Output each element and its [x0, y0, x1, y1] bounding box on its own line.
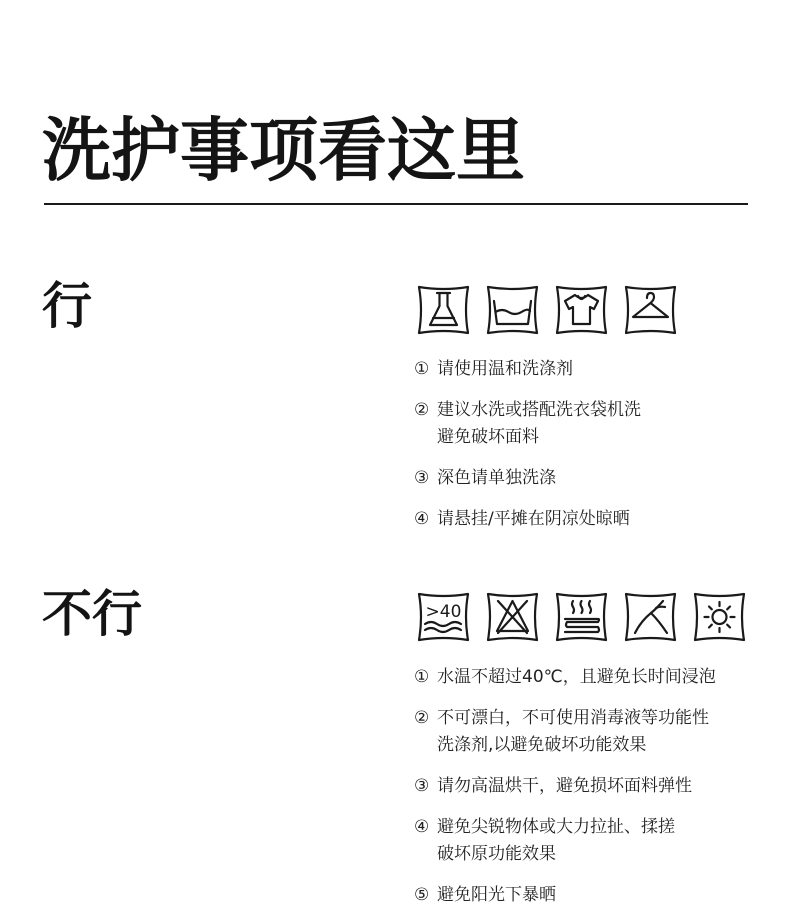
no-bleach-icon [485, 591, 540, 643]
hand-wash-tub-icon [485, 284, 540, 336]
list-item: ④ 避免尖锐物体或大力拉扯、揉搓 破坏原功能效果 [414, 817, 675, 864]
dont-icon-row [416, 591, 761, 643]
wash-40-icon [416, 591, 471, 643]
page-title: 洗护事项看这里 [42, 111, 525, 191]
title-divider [44, 203, 748, 205]
do-icon-row [416, 284, 692, 336]
dont-section-label: 不行 [42, 585, 142, 643]
list-item: ③ 请勿高温烘干，避免损坏面料弹性 [414, 776, 692, 796]
list-item: ② 不可漂白，不可使用消毒液等功能性 洗涤剂,以避免破坏功能效果 [414, 708, 709, 755]
list-item: ② 建议水洗或搭配洗衣袋机洗 避免破坏面料 [414, 400, 641, 447]
list-item: ④ 请悬挂/平摊在阴凉处晾晒 [414, 509, 630, 529]
hanger-icon [623, 284, 678, 336]
do-section-label: 行 [42, 277, 92, 335]
no-iron-icon [623, 591, 678, 643]
list-item: ① 请使用温和洗涤剂 [414, 359, 573, 379]
no-tumble-dry-icon [554, 591, 609, 643]
list-item: ⑤ 避免阳光下暴晒 [414, 885, 556, 905]
dont-list [414, 664, 774, 923]
bleach-flask-icon [416, 284, 471, 336]
list-item: ① 水温不超过40℃，且避免长时间浸泡 [414, 667, 716, 687]
no-sun-icon [692, 591, 747, 643]
do-list [414, 356, 774, 547]
tshirt-icon [554, 284, 609, 336]
list-item: ③ 深色请单独洗涤 [414, 468, 556, 488]
wash-temp-label: >40 [425, 602, 462, 622]
